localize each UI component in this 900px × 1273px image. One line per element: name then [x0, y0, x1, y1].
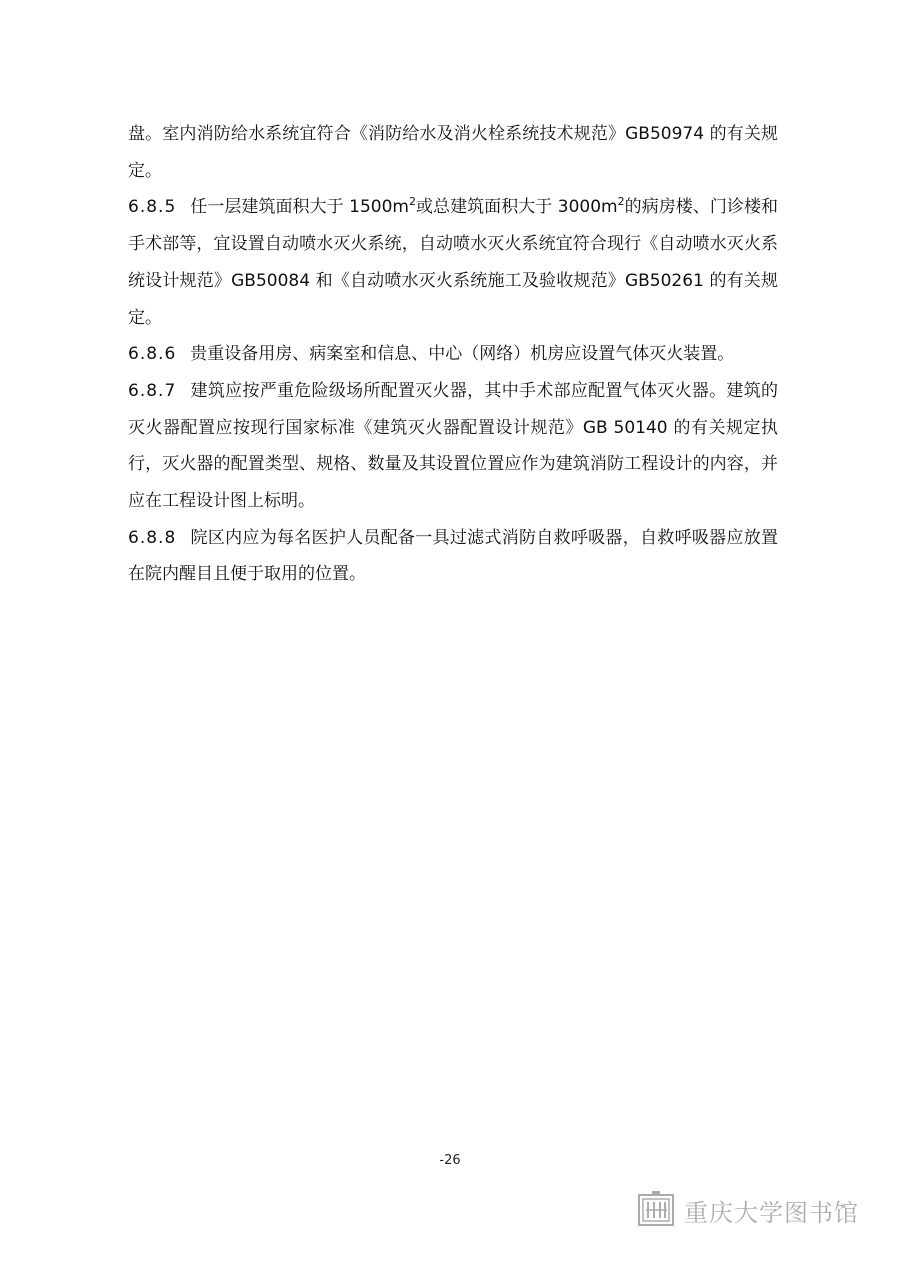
clause-6-8-7 — [128, 373, 778, 520]
clause-6-8-5 — [128, 189, 778, 336]
clause-number: 6.8.5 — [128, 197, 177, 218]
clause-number: 6.8.6 — [128, 344, 177, 365]
paragraph-text: 盘。室内消防给水系统宜符合《消防给水及消火栓系统技术规范》GB50974 的有关规定。 — [128, 124, 778, 181]
body-text — [128, 116, 778, 593]
clause-6-8-6 — [128, 336, 778, 373]
library-watermark — [636, 1190, 859, 1230]
page-number: -26 — [439, 1153, 461, 1168]
superscript: 2 — [617, 195, 625, 209]
clause-6-8-8 — [128, 520, 778, 593]
superscript: 2 — [408, 195, 416, 209]
library-logo-icon — [636, 1190, 676, 1230]
paragraph-text: 院区内应为每名医护人员配备一具过滤式消防自救呼吸器，自救呼吸器应放置在院内醒目且便于取用的位置。 — [128, 527, 778, 585]
paragraph-text: 贵重设备用房、病案室和信息、中心（网络）机房应设置气体灭火装置。 — [190, 344, 735, 365]
watermark-text: 重庆大学图书馆 — [684, 1198, 859, 1227]
clause-number: 6.8.7 — [128, 380, 177, 401]
paragraph-text: 建筑应按严重危险级场所配置灭火器，其中手术部应配置气体灭火器。建筑的灭火器配置应按现行国家标准《建筑灭火器配置设计规范》GB 50140 的有关规定执行，灭火器的配置类型、规格、数量及其设置位置应作为建筑消防工程设计的内容，并应在工程设计图上标明。 — [128, 380, 778, 512]
clause-number: 6.8.8 — [128, 527, 177, 548]
paragraph-text: 或总建筑面积大于 3000m — [415, 197, 618, 218]
paragraph-text: 的病房楼、门诊楼和手术部等，宜设置自动喷水灭火系统，自动喷水灭火系统宜符合现行《自动喷水灭火系统设计规范》GB50084 和《自动喷水灭火系统施工及验收规范》GB50261 的有关规定。 — [128, 197, 779, 328]
paragraph-text: 任一层建筑面积大于 1500m — [190, 197, 409, 218]
paragraph-continuation — [128, 116, 778, 189]
